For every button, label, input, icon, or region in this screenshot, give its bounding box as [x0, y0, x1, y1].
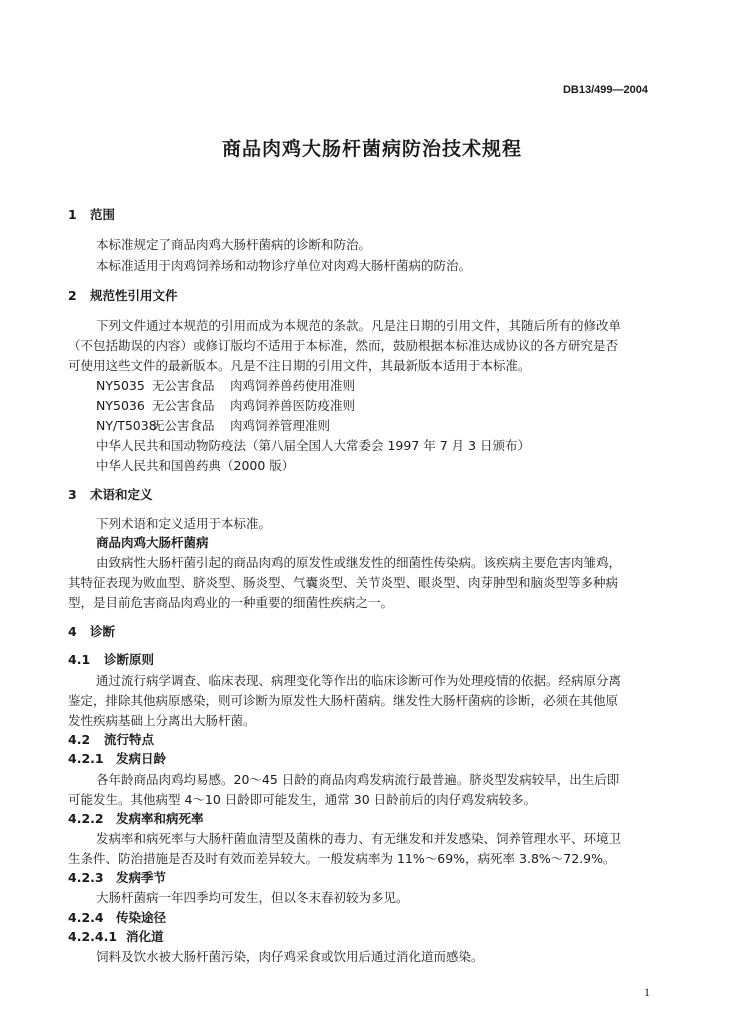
subsection-number: 4.2.4: [68, 910, 104, 925]
subsection-4-1-heading: [68, 651, 154, 669]
reference-code: NY5035: [96, 378, 145, 393]
reference-code: NY5036: [96, 398, 145, 413]
paragraph-line: 通过流行病学调查、临床表现、病理变化等作出的临床诊断可作为处理疫情的依据。经病原分离: [96, 673, 622, 688]
subsection-4-2-2-heading: [68, 810, 204, 828]
paragraph-line: 生条件、防治措施是否及时有效而差异较大。一般发病率为 11%～69%，病死率 3.8%～72.9%。: [68, 851, 616, 866]
subsection-title: 流行特点: [104, 732, 155, 747]
subsection-number: 4.2.2: [68, 811, 104, 826]
document-title: 商品肉鸡大肠杆菌病防治技术规程: [221, 138, 522, 160]
reference-code: NY/T5038: [96, 418, 157, 433]
section-number: 3: [68, 487, 77, 502]
paragraph-line: 饲料及饮水被大肠杆菌污染，肉仔鸡采食或饮用后通过消化道而感染。: [96, 949, 484, 964]
paragraph-line: 各年龄商品肉鸡均易感。20～45 日龄的商品肉鸡发病流行最普遍。脐炎型发病较早，出生后即: [96, 772, 620, 787]
section-3-heading: [68, 486, 153, 504]
subsection-4-2-4-heading: [68, 909, 166, 927]
reference-name: 肉鸡饲养兽药使用准则: [230, 378, 356, 393]
reference-item: [96, 377, 355, 395]
reference-law: 中华人民共和国动物防疫法（第八届全国人大常委会 1997 年 7 月 3 日颁布）: [96, 438, 531, 453]
paragraph-line: 发病率和病死率与大肠杆菌血清型及菌株的毒力、有无继发和并发感染、饲养管理水平、环境卫: [96, 831, 622, 846]
section-4-heading: [68, 623, 115, 641]
section-title: 诊断: [90, 624, 116, 639]
reference-category: 无公害食品: [152, 378, 215, 393]
subsection-number: 4.2.1: [68, 751, 104, 766]
subsection-title: 诊断原则: [104, 652, 155, 667]
paragraph: 下列术语和定义适用于本标准。: [96, 516, 272, 531]
subsection-title: 传染途径: [116, 910, 167, 925]
reference-name: 肉鸡饲养管理准则: [230, 418, 331, 433]
paragraph-line: 发性疾病基础上分离出大肠杆菌。: [68, 713, 256, 728]
reference-name: 肉鸡饲养兽医防疫准则: [230, 398, 356, 413]
subsection-title: 发病季节: [116, 870, 167, 885]
subsection-number: 4.2.4.1: [68, 929, 118, 944]
subsection-number: 4.1: [68, 652, 91, 667]
paragraph-line: 可能发生。其他病型 4～10 日龄即可能发生，通常 30 日龄前后的肉仔鸡发病较多。: [68, 792, 537, 807]
section-1-heading: [68, 206, 115, 224]
paragraph-line: 由致病性大肠杆菌引起的商品肉鸡的原发性或继发性的细菌性传染病。该疾病主要危害肉雏鸡，: [96, 555, 622, 570]
paragraph-line: 下列文件通过本规范的引用而成为本规范的条款。凡是注日期的引用文件，其随后所有的修改单: [96, 318, 622, 333]
paragraph-line: （不包括勘误的内容）或修订版均不适用于本标准，然而，鼓励根据本标准达成协议的各方研究是否: [68, 338, 619, 353]
section-number: 1: [68, 207, 77, 222]
reference-item: [96, 397, 355, 415]
paragraph: 本标准适用于肉鸡饲养场和动物诊疗单位对肉鸡大肠杆菌病的防治。: [96, 258, 472, 273]
section-title: 范围: [90, 207, 116, 222]
subsection-title: 消化道: [126, 929, 164, 944]
paragraph-line: 可使用这些文件的最新版本。凡是不注日期的引用文件，其最新版本适用于本标准。: [68, 358, 531, 373]
paragraph-line: 鉴定，排除其他病原感染，则可诊断为原发性大肠杆菌病。继发性大肠杆菌病的诊断，必须在其他原: [68, 693, 619, 708]
section-title: 规范性引用文件: [90, 288, 178, 303]
subsection-title: 发病日龄: [116, 751, 167, 766]
document-code: DB13/499—2004: [562, 84, 648, 96]
page-number: 1: [644, 985, 650, 999]
paragraph-line: 其特征表现为败血型、脐炎型、肠炎型、气囊炎型、关节炎型、眼炎型、肉芽肿型和脑炎型等多种病: [68, 575, 619, 590]
subsection-number: 4.2.3: [68, 870, 104, 885]
reference-law: 中华人民共和国兽药典（2000 版）: [96, 458, 295, 473]
reference-category: 无公害食品: [152, 398, 215, 413]
paragraph-line: 大肠杆菌病一年四季均可发生，但以冬末春初较为多见。: [96, 890, 409, 905]
paragraph: 本标准规定了商品肉鸡大肠杆菌病的诊断和防治。: [96, 237, 372, 252]
subsection-4-2-3-heading: [68, 869, 166, 887]
reference-category: 无公害食品: [152, 418, 215, 433]
subsection-4-2-heading: [68, 731, 154, 749]
paragraph-line: 型，是目前危害商品肉鸡业的一种重要的细菌性疾病之一。: [68, 595, 394, 610]
subsection-title: 发病率和病死率: [116, 811, 204, 826]
section-number: 4: [68, 624, 77, 639]
subsection-number: 4.2: [68, 732, 91, 747]
section-number: 2: [68, 288, 77, 303]
reference-item: [96, 417, 330, 435]
subsection-4-2-4-1-heading: [68, 928, 164, 946]
term-name: 商品肉鸡大肠杆菌病: [96, 535, 209, 550]
section-title: 术语和定义: [90, 487, 153, 502]
subsection-4-2-1-heading: [68, 750, 166, 768]
section-2-heading: [68, 287, 178, 305]
